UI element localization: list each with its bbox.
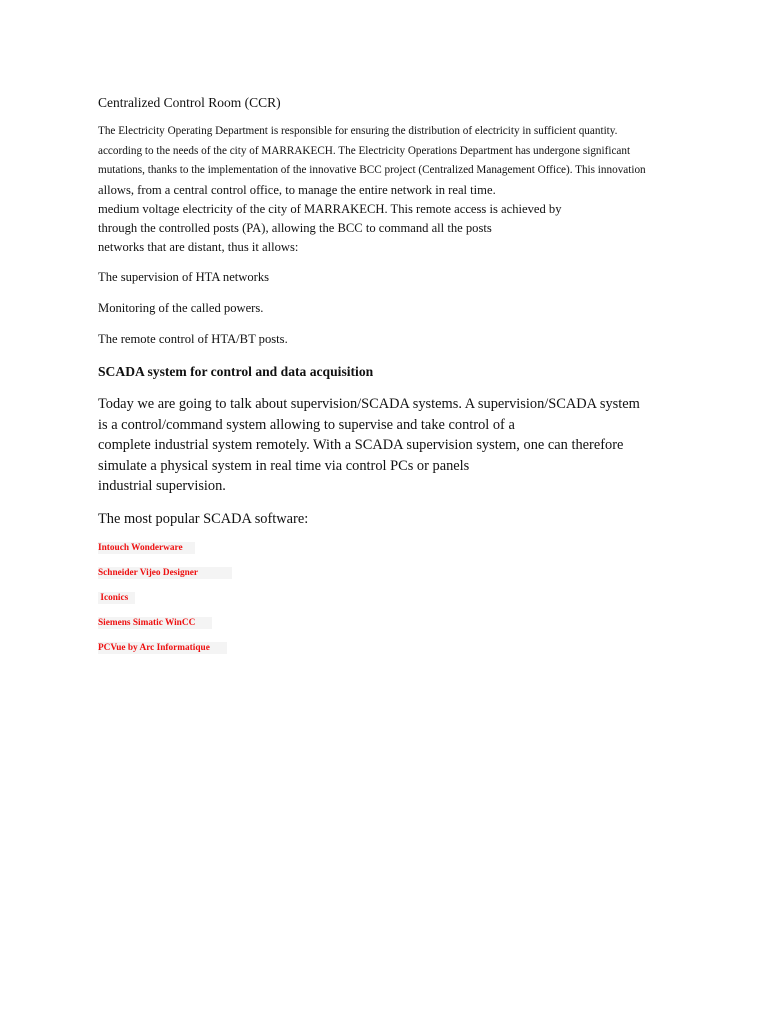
scada-line-5: industrial supervision. [98, 478, 226, 494]
software-item-vijeo: Schneider Vijeo Designer [98, 567, 232, 579]
software-item-intouch: Intouch Wonderware [98, 542, 195, 554]
intro-line-7: networks that are distant, thus it allows: [98, 240, 299, 254]
intro-line-6: through the controlled posts (PA), allowing the BCC to command all the posts [98, 221, 492, 235]
intro-line-5: medium voltage electricity of the city of MARRAKECH. This remote access is achieved by [98, 202, 562, 216]
intro-line-3: mutations, thanks to the implementation of the innovative BCC project (Centralized Management Office). This innovation [98, 164, 646, 176]
allows-item-remote-control: The remote control of HTA/BT posts. [98, 332, 288, 346]
intro-line-1: The Electricity Operating Department is responsible for ensuring the distribution of electricity in sufficient quantity. [98, 125, 618, 137]
scada-line-4: simulate a physical system in real time via control PCs or panels [98, 458, 470, 474]
scada-line-1: Today we are going to talk about supervision/SCADA systems. A supervision/SCADA system [98, 396, 640, 412]
popular-software-label: The most popular SCADA software: [98, 511, 309, 527]
software-item-pcvue: PCVue by Arc Informatique [98, 642, 227, 654]
scada-line-3: complete industrial system remotely. With a SCADA supervision system, one can therefore [98, 437, 624, 453]
intro-line-2: according to the needs of the city of MARRAKECH. The Electricity Operations Department has undergone significant [98, 145, 631, 157]
document-title: Centralized Control Room (CCR) [98, 95, 281, 110]
scada-heading: SCADA system for control and data acquisition [98, 364, 374, 379]
software-item-iconics: Iconics [98, 592, 135, 604]
software-item-wincc: Siemens Simatic WinCC [98, 617, 212, 629]
allows-item-monitoring: Monitoring of the called powers. [98, 301, 264, 315]
allows-item-supervision: The supervision of HTA networks [98, 270, 270, 284]
intro-line-4: allows, from a central control office, to manage the entire network in real time. [98, 183, 496, 197]
scada-line-2: is a control/command system allowing to supervise and take control of a [98, 417, 515, 433]
